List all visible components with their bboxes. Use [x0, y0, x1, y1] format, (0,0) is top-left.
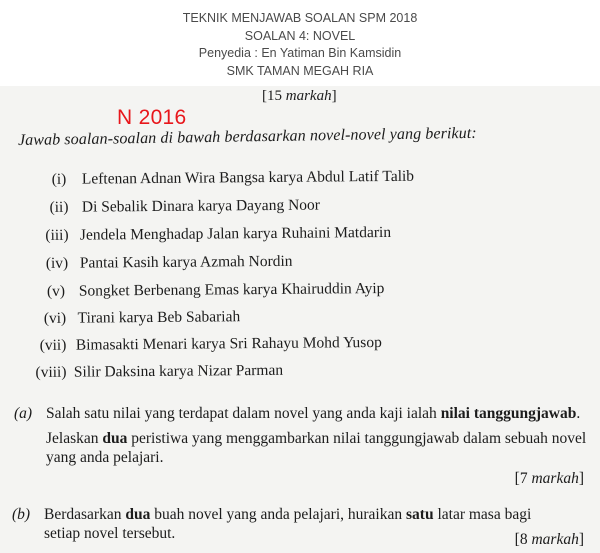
list-item-number: (ii) [49, 198, 69, 216]
instruction-text: Jawab soalan-soalan di bawah berdasarkan novel-novel yang berikut: [17, 124, 477, 149]
marks-close: ] [578, 470, 584, 487]
question-a-label: (a) [14, 405, 33, 422]
text-segment: Salah satu nilai yang terdapat dalam novel yang anda kaji ialah [46, 405, 441, 422]
question-a-line-1 [46, 404, 586, 423]
header-school: SMK TAMAN MEGAH RIA [226, 63, 374, 78]
question-a-line-3: yang anda pelajari. [46, 449, 164, 466]
list-item [32, 362, 283, 382]
question-b-text [44, 505, 531, 543]
document-header [0, 10, 600, 80]
list-item-number: (vii) [39, 336, 67, 354]
marks-open: [7 [514, 470, 532, 487]
marks-open: [8 [514, 531, 532, 548]
list-item [36, 308, 240, 328]
marks-word: markah [531, 531, 579, 548]
scanned-exam-page [0, 86, 600, 553]
emphasis: dua [102, 430, 128, 447]
emphasis: satu [406, 506, 434, 523]
list-item [38, 253, 293, 273]
marks-close: ] [578, 531, 584, 548]
header-subtitle: SOALAN 4: NOVEL [244, 28, 356, 43]
list-item-text: Jendela Menghadap Jalan karya Ruhaini Matdarin [79, 223, 392, 244]
text-segment: . [576, 405, 581, 422]
header-title: TEKNIK MENJAWAB SOALAN SPM 2018 [182, 11, 418, 25]
question-b-line-2: setiap novel tersebut. [44, 525, 176, 542]
text-segment: buah novel yang anda pelajari, huraikan [150, 506, 406, 523]
text-segment: Jelaskan [46, 430, 103, 447]
list-item [40, 168, 414, 189]
marks-word: markah [531, 470, 579, 487]
question-b-label: (b) [12, 506, 31, 523]
list-item [37, 280, 385, 301]
marks-open: [15 [262, 88, 286, 104]
list-item [38, 224, 391, 245]
novel-list [0, 86, 600, 406]
text-segment: latar masa bagi [433, 506, 532, 523]
question-b-line-1 [44, 505, 531, 524]
list-item-number: (iv) [45, 254, 69, 272]
list-item-number: (iii) [45, 226, 69, 244]
list-item-text: Leftenan Adnan Wira Bangsa karya Abdul Latif Talib [81, 167, 415, 188]
list-item [34, 334, 382, 355]
question-a-text [46, 404, 586, 467]
list-item-text: Pantai Kasih karya Azmah Nordin [79, 252, 293, 272]
list-item-number: (v) [46, 282, 66, 300]
list-item-text: Songket Berbenang Emas karya Khairuddin Ayip [78, 279, 385, 300]
list-item-text: Silir Daksina karya Nizar Parman [73, 361, 284, 381]
year-tag: N 2016 [117, 106, 187, 129]
list-item-text: Tirani karya Beb Sabariah [77, 308, 241, 327]
list-item-number: (i) [51, 170, 67, 188]
question-a-line-2 [46, 429, 586, 448]
text-segment: peristiwa yang menggambarkan nilai tanggungjawab dalam sebuah novel [127, 430, 587, 447]
list-item-text: Bimasakti Menari karya Sri Rahayu Mohd Yusop [75, 333, 382, 354]
header-author: Penyedia : En Yatiman Bin Kamsidin [198, 46, 402, 60]
list-item [40, 197, 320, 217]
marks-close: ] [331, 88, 337, 104]
list-item-number: (vi) [43, 309, 67, 327]
question-b [12, 505, 587, 545]
question-a-marks [515, 470, 584, 488]
emphasis: nilai tanggungjawab [440, 405, 577, 422]
text-segment: Berdasarkan [44, 506, 126, 523]
question-a [14, 404, 587, 466]
emphasis: dua [125, 506, 151, 523]
list-item-text: Di Sebalik Dinara karya Dayang Noor [81, 196, 320, 216]
question-b-marks [515, 531, 584, 549]
list-item-number: (viii) [35, 363, 67, 381]
marks-word: markah [285, 88, 332, 104]
